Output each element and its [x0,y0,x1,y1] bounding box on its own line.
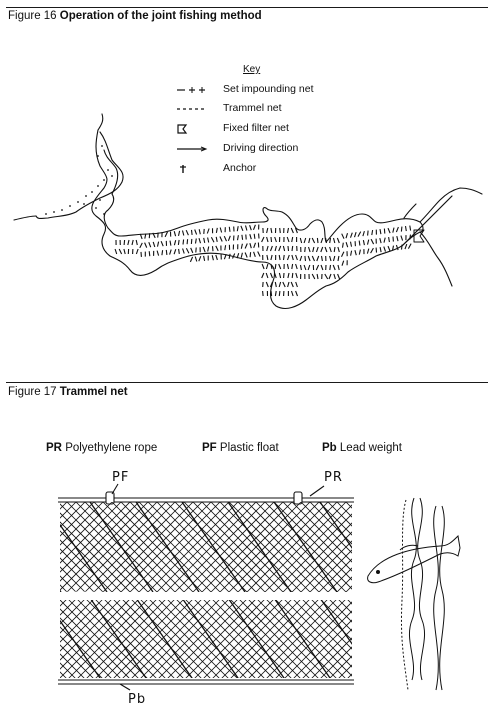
mesh-line [0,502,58,592]
mesh-line [0,598,68,680]
mesh-line [0,598,14,680]
mesh-line [0,598,68,680]
mesh-line [346,598,428,680]
key-label-trammel: Trammel net [223,102,282,114]
key-title: Key [243,64,261,75]
mesh-line [0,502,13,592]
outer-mesh-line [136,598,193,680]
mesh-line [0,598,77,680]
key-label-set-net: Set impounding net [223,83,314,95]
outer-mesh-line [320,598,377,680]
key-label-driving: Driving direction [223,142,299,154]
mesh-line [0,502,49,592]
mesh-line [0,598,14,680]
net-mesh-top [0,502,445,592]
mesh-line [0,598,59,680]
legend-label-pb: Lead weight [339,442,402,454]
mesh-line [0,598,23,680]
legend-label-pf: Plastic float [219,442,279,454]
mesh-line [0,598,32,680]
plastic-float [106,492,114,504]
mesh-line [0,502,31,592]
mesh-line [0,502,4,592]
mesh-line [0,598,50,680]
mesh-line [0,502,76,592]
mesh-line [0,502,31,592]
mesh-line [0,598,77,680]
mesh-line [0,502,40,592]
mesh-line [0,502,40,592]
mesh-line [0,598,41,680]
mesh-line [0,502,58,592]
key-label-anchor: Anchor [223,162,257,174]
outer-mesh-line [0,598,9,680]
mesh-line [0,502,85,592]
key-label-filter-net: Fixed filter net [223,122,289,134]
mesh-line [0,502,76,592]
figure17-number: Figure 17 [8,386,57,398]
outer-mesh-line [320,502,383,592]
mesh-line [0,502,85,592]
outer-mesh-line [0,502,61,592]
outer-mesh-line [44,502,107,592]
mesh-line [0,502,49,592]
net-side-view [368,498,460,690]
mesh-line [0,598,59,680]
net-mesh-bottom [0,598,437,680]
mesh-line [0,598,5,680]
mesh-line [0,502,67,592]
legend-abbr-pr: PR [46,442,62,454]
mesh-line [346,598,428,680]
legend-label-pr: Polyethylene rope [65,442,158,454]
figure17-title: Trammel net [59,386,128,398]
outer-mesh-line [0,502,15,592]
mesh-line [0,598,41,680]
outer-mesh-line [44,598,101,680]
mesh-line [0,598,32,680]
mesh-line [0,502,4,592]
mesh-line [0,502,67,592]
mesh-line [0,598,5,680]
figure16-title: Operation of the joint fishing method [59,10,262,22]
mesh-line [0,598,50,680]
mesh-line [0,502,22,592]
mesh-line [0,502,13,592]
mesh-line [0,598,23,680]
outer-mesh-line [182,502,245,592]
legend-abbr-pf: PF [202,442,217,454]
label-pb: Pb [128,692,147,707]
outer-mesh-line [136,502,199,592]
label-pr: PR [324,470,343,485]
outer-mesh-line [0,598,55,680]
mesh-line [0,502,22,592]
legend-abbr-pb: Pb [322,442,337,454]
label-pf: PF [112,470,130,485]
figure16-number: Figure 16 [8,10,57,22]
